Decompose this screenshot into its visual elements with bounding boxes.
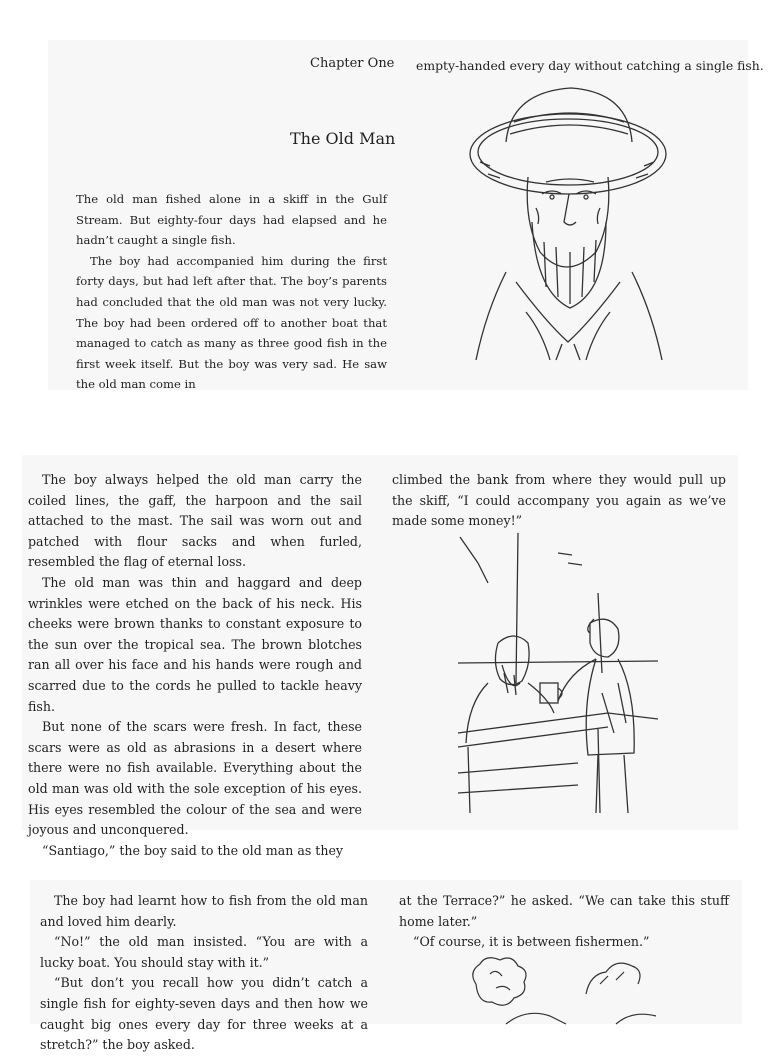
old-man-portrait-illustration-icon: [466, 82, 676, 360]
paragraph: climbed the bank from where they would pull up the skiff, “I could accompany you again as we’ve made some money!”: [392, 472, 726, 529]
paragraph: But none of the scars were fresh. In fact, these scars were as old as abrasions in a desert where there were no fish available. Everything about the old man was old with the sole exception of his eyes. His eyes resembled the colour of the sea and were joyous and unconquered.: [28, 719, 362, 838]
paragraph: The old man was thin and haggard and deep wrinkles were etched on the back of his neck. His cheeks were brown thanks to constant exposure to the sun over the tropical sea. The brown blotches ran all over his face and his hands were rough and scarred due to the cords he pulled to tackle heavy fish.: [28, 574, 362, 714]
paragraph: “But don’t you recall how you didn’t catch a single fish for eighty-seven days and then how we caught big ones every day for three weeks at a stretch?” the boy asked.: [40, 975, 368, 1053]
paragraph: at the Terrace?” he asked. “We can take this stuff home later.”: [399, 893, 729, 929]
paragraph: “No!” the old man insisted. “You are with a lucky boat. You should stay with it.”: [40, 934, 368, 970]
paragraph: The old man fished alone in a skiff in the Gulf Stream. But eighty-four days had elapsed and he hadn’t caught a single fish.: [76, 192, 387, 248]
page2-left-column: [28, 470, 362, 861]
page3-right-column: [399, 891, 729, 953]
old-man-and-boy-illustration-icon: [458, 533, 660, 813]
page-spread-1: [48, 40, 764, 392]
paragraph: The boy always helped the old man carry the coiled lines, the gaff, the harpoon and the sail attached to the mast. The sail was worn out and patched with flour sacks and when furled, resembled the flag of eternal loss.: [28, 472, 362, 570]
page-spread-2: [22, 455, 738, 858]
paragraph: The boy had learnt how to fish from the old man and loved him dearly.: [40, 893, 368, 929]
chapter-label: Chapter One: [310, 56, 395, 71]
page3-left-column: [40, 891, 368, 1056]
page-spread-3: [30, 880, 742, 1053]
continued-text-line: empty-handed every day without catching a single fish.: [416, 58, 764, 73]
paragraph: The boy had accompanied him during the first forty days, but had left after that. The boy’s parents had concluded that the old man was not very lucky. The boy had been ordered off to another boat that managed to catch as many as three good fish in the first week itself. But the boy was very sad. He saw the old man come in: [76, 253, 387, 392]
chapter-title: The Old Man: [290, 129, 396, 148]
scene-sketch-illustration-icon: [466, 954, 666, 1024]
paragraph: “Of course, it is between fishermen.”: [413, 934, 650, 950]
page1-text-column: [76, 189, 387, 395]
paragraph: “Santiago,” the boy said to the old man as they: [42, 842, 344, 858]
page2-right-column: [392, 470, 726, 532]
